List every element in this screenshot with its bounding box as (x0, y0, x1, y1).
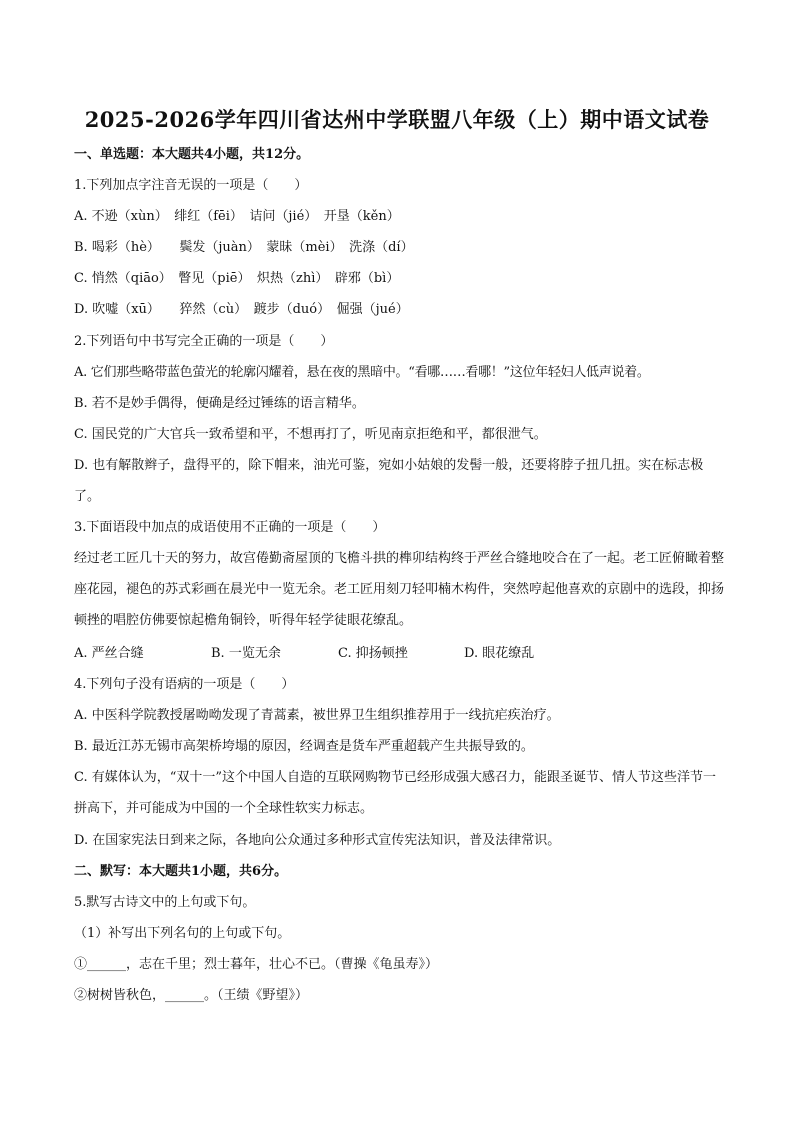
q3-option-c: C. 抑扬顿挫 (338, 646, 408, 661)
q3-options (74, 646, 724, 662)
q4-option-c: C. 有媒体认为，“双十一”这个中国人自造的互联网购物节已经形成强大感召力，能跟圣诞节、情人节这些洋节一拼高下，并可能成为中国的一个全球性软实力标志。 (74, 770, 717, 816)
q5-item-1: ①______，志在千里；烈士暮年，壮心不已。（曹操《龟虽寿》） (74, 957, 439, 972)
q2-stem: 2.下列语句中书写完全正确的一项是（ ） (74, 334, 334, 349)
q1-stem: 1.下列加点字注音无误的一项是（ ） (74, 178, 308, 193)
section-2-heading: 二、默写：本大题共1小题，共6分。 (74, 864, 288, 879)
q3-passage: 经过老工匠几十天的努力，故宫倦勤斋屋顶的飞檐斗拱的榫卯结构终于严丝合缝地咬合在了一起。老工匠俯瞰着整座花园，褪色的苏式彩画在晨光中一览无余。老工匠用刻刀轻叩楠木构件，突然哼起他喜欢的京剧中的选段，抑扬顿挫的唱腔仿佛要惊起檐角铜铃，听得年轻学徒眼花缭乱。 (74, 551, 725, 628)
q3-stem: 3.下面语段中加点的成语使用不正确的一项是（ ） (74, 520, 386, 535)
q5-sub1: （1）补写出下列名句的上句或下句。 (74, 926, 291, 941)
q5-stem: 5.默写古诗文中的上句或下句。 (74, 895, 256, 910)
q1-option-a: A. 不逊（xùn） 绯红（fēi） 诘问（jié） 开垦（kěn） (74, 209, 400, 224)
q2-option-a: A. 它们那些略带蓝色萤光的轮廓闪耀着，悬在夜的黑暗中。“看哪……看哪！”这位年轻妇人低声说着。 (74, 365, 650, 380)
q3-option-a: A. 严丝合缝 (74, 646, 144, 661)
q1-option-b: B. 喝彩（hè） 鬓发（juàn） 蒙昧（mèi） 洗涤（dí） (74, 240, 414, 255)
q1-option-c: C. 悄然（qiāo） 瞥见（piē） 炽热（zhì） 辟邪（bì） (74, 271, 400, 286)
q2-option-c: C. 国民党的广大官兵一致希望和平，不想再打了，听见南京拒绝和平，都很泄气。 (74, 427, 547, 442)
q2-option-d: D. 也有解散辫子，盘得平的，除下帽来，油光可鉴，宛如小姑娘的发髻一般，还要将脖子扭几扭。实在标志极了。 (74, 458, 704, 504)
q3-option-d: D. 眼花缭乱 (464, 646, 535, 661)
q4-stem: 4.下列句子没有语病的一项是（ ） (74, 677, 295, 692)
q3-option-b: B. 一览无余 (211, 646, 281, 661)
q4-option-d: D. 在国家宪法日到来之际，各地向公众通过多种形式宣传宪法知识，普及法律常识。 (74, 833, 561, 848)
q5-item-2: ②树树皆秋色，______。（王绩《野望》） (74, 988, 309, 1003)
section-1-heading: 一、单选题：本大题共4小题，共12分。 (74, 147, 310, 162)
q1-option-d: D. 吹嘘（xū） 猝然（cù） 踱步（duó） 倔强（jué） (74, 302, 409, 317)
q4-option-b: B. 最近江苏无锡市高架桥垮塌的原因，经调查是货车严重超载产生共振导致的。 (74, 739, 534, 754)
q4-option-a: A. 中医科学院教授屠呦呦发现了青蒿素，被世界卫生组织推荐用于一线抗疟疾治疗。 (74, 708, 560, 723)
q2-option-b: B. 若不是妙手偶得，便确是经过锤练的语言精华。 (74, 396, 365, 411)
exam-title: 2025-2026学年四川省达州中学联盟八年级（上）期中语文试卷 (84, 107, 710, 132)
